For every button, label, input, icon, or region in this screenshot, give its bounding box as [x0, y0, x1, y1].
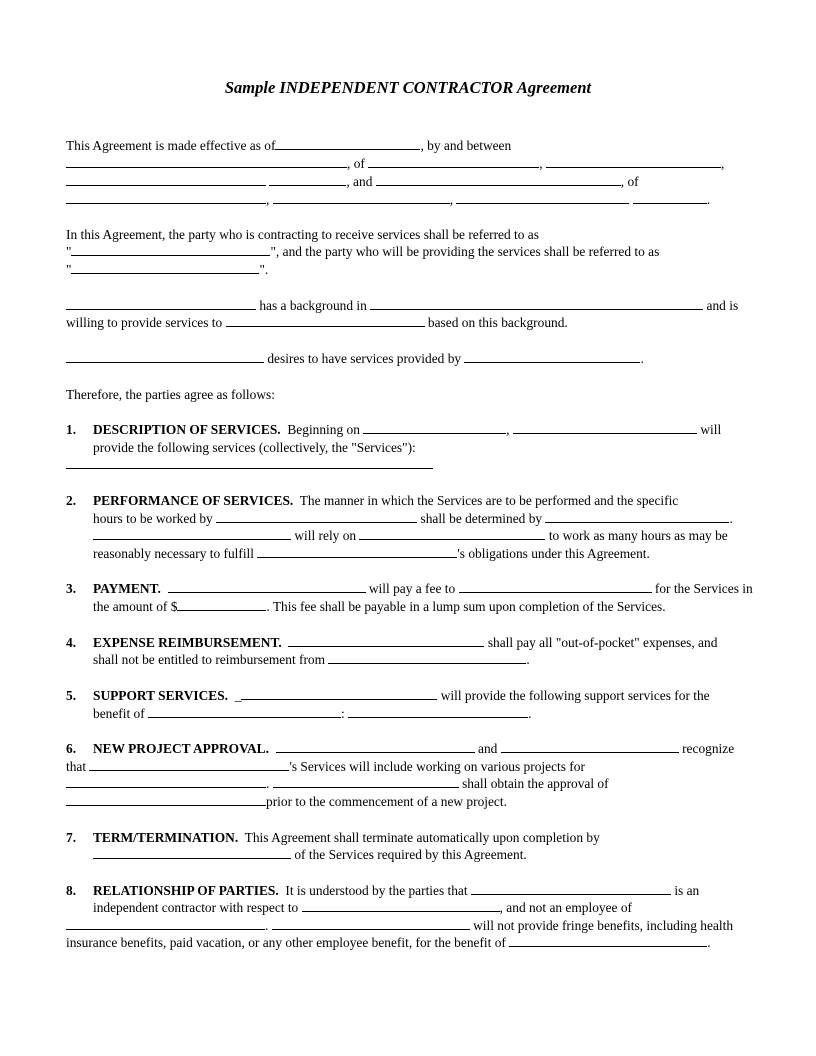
section-heading: PERFORMANCE OF SERVICES.	[93, 493, 294, 508]
fee-amount-blank[interactable]	[177, 598, 266, 611]
party-2-state-blank[interactable]	[456, 191, 629, 204]
party-1-city-blank[interactable]	[546, 155, 721, 168]
contractor-name-blank[interactable]	[471, 882, 671, 895]
section-heading: TERM/TERMINATION.	[93, 830, 239, 845]
contractor-name-blank[interactable]	[93, 846, 291, 859]
section-6-line-3	[66, 775, 609, 793]
section-6-line-1	[93, 740, 734, 758]
section-number: 5.	[66, 688, 77, 703]
period-text: .	[707, 935, 711, 950]
client-name-blank[interactable]	[66, 793, 266, 806]
quote-close-text: ".	[259, 262, 269, 277]
prior-text: prior to the commencement of a new project.	[266, 794, 507, 809]
period-text: .	[640, 351, 644, 366]
contractor-name-blank[interactable]	[501, 740, 679, 753]
contractor-referral-blank[interactable]	[71, 261, 259, 274]
party-2-city-blank[interactable]	[273, 191, 450, 204]
contractor-name-blank[interactable]	[273, 775, 459, 788]
intro-of-text: , of	[347, 156, 365, 171]
not-employee-text: , and not an employee of	[499, 900, 632, 915]
client-name-blank[interactable]	[226, 314, 425, 327]
determined-text: shall be determined by	[420, 511, 543, 526]
client-name-blank[interactable]	[93, 527, 291, 540]
intro-line-4	[66, 191, 710, 209]
to-work-text: to work as many hours as may be	[548, 528, 728, 543]
intro-comma-text: ,	[449, 192, 454, 207]
performance-text: The manner in which the Services are to be performed and the specific	[299, 493, 679, 508]
document-title: Sample INDEPENDENT CONTRACTOR Agreement	[224, 78, 592, 97]
contractor-name-blank[interactable]	[459, 580, 652, 593]
and-text: and	[478, 741, 498, 756]
services-description-blank[interactable]	[66, 456, 433, 469]
party-2-address-blank[interactable]	[66, 191, 266, 204]
section-2-line-1	[93, 492, 678, 510]
quote-open-text: "	[66, 244, 72, 259]
based-on-text: based on this background.	[427, 315, 568, 330]
party-1-state-blank[interactable]	[66, 173, 266, 186]
section-8-line-4	[66, 934, 711, 952]
party-2-zip-blank[interactable]	[633, 191, 707, 204]
is-an-text: is an	[674, 883, 700, 898]
section-4-line-1	[93, 634, 717, 652]
section-8-line-1	[93, 882, 699, 900]
client-name-blank[interactable]	[168, 580, 366, 593]
client-name-blank[interactable]	[276, 740, 475, 753]
section-7-line-1	[93, 829, 600, 847]
start-date-blank[interactable]	[363, 421, 506, 434]
reasonably-text: reasonably necessary to fulfill	[93, 546, 255, 561]
will-rely-text: will rely on	[294, 528, 357, 543]
benefit-text: benefit of	[93, 706, 145, 721]
party-1-name-blank[interactable]	[66, 155, 347, 168]
section-heading: RELATIONSHIP OF PARTIES.	[93, 883, 279, 898]
section-8-line-3	[66, 917, 733, 935]
intro-by-between-text: , by and between	[420, 138, 512, 153]
contractor-name-blank[interactable]	[216, 510, 417, 523]
intro-and-text: , and	[346, 174, 373, 189]
intro-effective-text: This Agreement is made effective as of	[66, 138, 276, 153]
background-line-2	[66, 314, 568, 332]
intro-comma-text: ,	[720, 156, 725, 171]
will-pay-text: will pay a fee to	[368, 581, 456, 596]
section-6-line-2	[66, 758, 585, 776]
section-2-line-4	[93, 545, 650, 563]
section-heading: PAYMENT.	[93, 581, 161, 596]
willing-text: willing to provide services to	[66, 315, 223, 330]
section-2-line-3	[93, 527, 728, 545]
section-number: 7.	[66, 830, 77, 845]
understood-text: It is understood by the parties that	[285, 883, 468, 898]
not-entitled-text: shall not be entitled to reimbursement from	[93, 652, 326, 667]
party-1-zip-blank[interactable]	[269, 173, 346, 186]
section-6-line-4	[66, 793, 507, 811]
background-field-blank[interactable]	[370, 297, 703, 310]
amount-text: the amount of $	[93, 599, 178, 614]
party-1-address-blank[interactable]	[368, 155, 539, 168]
desires-line	[66, 350, 644, 368]
parties-contractor-text: ", and the party who will be providing the services shall be referred to as	[270, 244, 660, 259]
therefore-text: Therefore, the parties agree as follows:	[66, 387, 275, 402]
client-name-blank[interactable]	[302, 899, 500, 912]
background-line-1	[66, 297, 738, 315]
contractor-name-blank[interactable]	[545, 510, 729, 523]
section-1-line-3	[66, 456, 433, 474]
contractor-name-blank[interactable]	[288, 634, 484, 647]
section-8-line-2	[93, 899, 632, 917]
section-4-line-2	[93, 651, 530, 669]
colon-text: :	[341, 706, 345, 721]
section-heading: SUPPORT SERVICES.	[93, 688, 228, 703]
intro-comma-text: ,	[539, 156, 543, 171]
intro-period-text: .	[706, 192, 711, 207]
client-referral-blank[interactable]	[71, 243, 270, 256]
period-text: .	[266, 776, 270, 791]
will-text: will	[700, 422, 722, 437]
no-benefits-text: will not provide fringe benefits, including health	[473, 918, 734, 933]
section-number: 4.	[66, 635, 77, 650]
period-text: .	[528, 706, 532, 721]
effective-date-blank[interactable]	[275, 137, 420, 150]
contractor-name-blank[interactable]	[464, 350, 640, 363]
section-3-line-1	[93, 580, 753, 598]
section-heading: EXPENSE REIMBURSEMENT.	[93, 635, 282, 650]
section-number: 6.	[66, 741, 77, 756]
underscore-text: _	[234, 688, 242, 703]
insurance-text: insurance benefits, paid vacation, or any other employee benefit, for the benefit of	[66, 935, 506, 950]
client-name-blank[interactable]	[241, 687, 437, 700]
contractor-name-blank[interactable]	[509, 934, 707, 947]
parties-line-3	[66, 261, 268, 279]
period-text: .	[729, 511, 733, 526]
section-2-line-2	[93, 510, 733, 528]
beginning-on-text: Beginning on	[287, 422, 360, 437]
contractor-name-blank[interactable]	[89, 758, 289, 771]
intro-line-3	[66, 173, 639, 191]
period-text: .	[265, 918, 269, 933]
terminate-text: This Agreement shall terminate automatically upon completion by	[244, 830, 600, 845]
parties-line-1: In this Agreement, the party who is contracting to receive services shall be referred to as	[66, 227, 539, 242]
period-text: .	[526, 652, 530, 667]
intro-comma-text: ,	[266, 192, 270, 207]
section-number: 1.	[66, 422, 77, 437]
parties-line-2	[66, 243, 659, 261]
client-name-blank[interactable]	[66, 350, 264, 363]
section-1-line-2: provide the following services (collectively, the "Services"):	[93, 440, 416, 455]
section-5-line-2	[93, 705, 532, 723]
comma-text: ,	[506, 422, 510, 437]
contractor-name-blank[interactable]	[66, 297, 256, 310]
support-services-blank[interactable]	[348, 705, 528, 718]
section-number: 8.	[66, 883, 77, 898]
contractor-name-blank[interactable]	[148, 705, 341, 718]
intro-of-text: , of	[620, 174, 639, 189]
and-is-text: and is	[706, 298, 739, 313]
section-number: 3.	[66, 581, 77, 596]
that-text: that	[66, 759, 87, 774]
contractor-name-blank[interactable]	[257, 545, 457, 558]
has-background-text: has a background in	[259, 298, 367, 313]
approval-text: shall obtain the approval of	[462, 776, 609, 791]
will-provide-text: will provide the following support services for the	[440, 688, 710, 703]
obligations-text: 's obligations under this Agreement.	[457, 546, 650, 561]
quote-open-text: "	[66, 262, 72, 277]
section-7-line-2	[93, 846, 527, 864]
party-2-name-blank[interactable]	[376, 173, 621, 186]
hours-text: hours to be worked by	[93, 511, 213, 526]
intro-line-1	[66, 137, 511, 155]
client-name-blank[interactable]	[66, 917, 265, 930]
client-name-blank[interactable]	[328, 651, 526, 664]
section-1-line-1	[93, 421, 721, 439]
shall-pay-text: shall pay all "out-of-pocket" expenses, and	[487, 635, 718, 650]
lump-sum-text: . This fee shall be payable in a lump sum upon completion of the Services.	[266, 599, 666, 614]
section-5-line-1	[93, 687, 710, 705]
section-3-line-2	[93, 598, 666, 616]
independent-text: independent contractor with respect to	[93, 900, 299, 915]
for-services-text: for the Services in	[654, 581, 753, 596]
recognize-text: recognize	[682, 741, 735, 756]
client-name-blank[interactable]	[66, 775, 266, 788]
contractor-name-blank[interactable]	[359, 527, 545, 540]
desires-text: desires to have services provided by	[267, 351, 462, 366]
services-required-text: of the Services required by this Agreement.	[294, 847, 527, 862]
intro-line-2	[66, 155, 724, 173]
section-number: 2.	[66, 493, 77, 508]
section-heading: DESCRIPTION OF SERVICES.	[93, 422, 281, 437]
contractor-name-blank[interactable]	[513, 421, 697, 434]
section-heading: NEW PROJECT APPROVAL.	[93, 741, 269, 756]
services-will-text: 's Services will include working on various projects for	[289, 759, 585, 774]
client-name-blank[interactable]	[272, 917, 470, 930]
